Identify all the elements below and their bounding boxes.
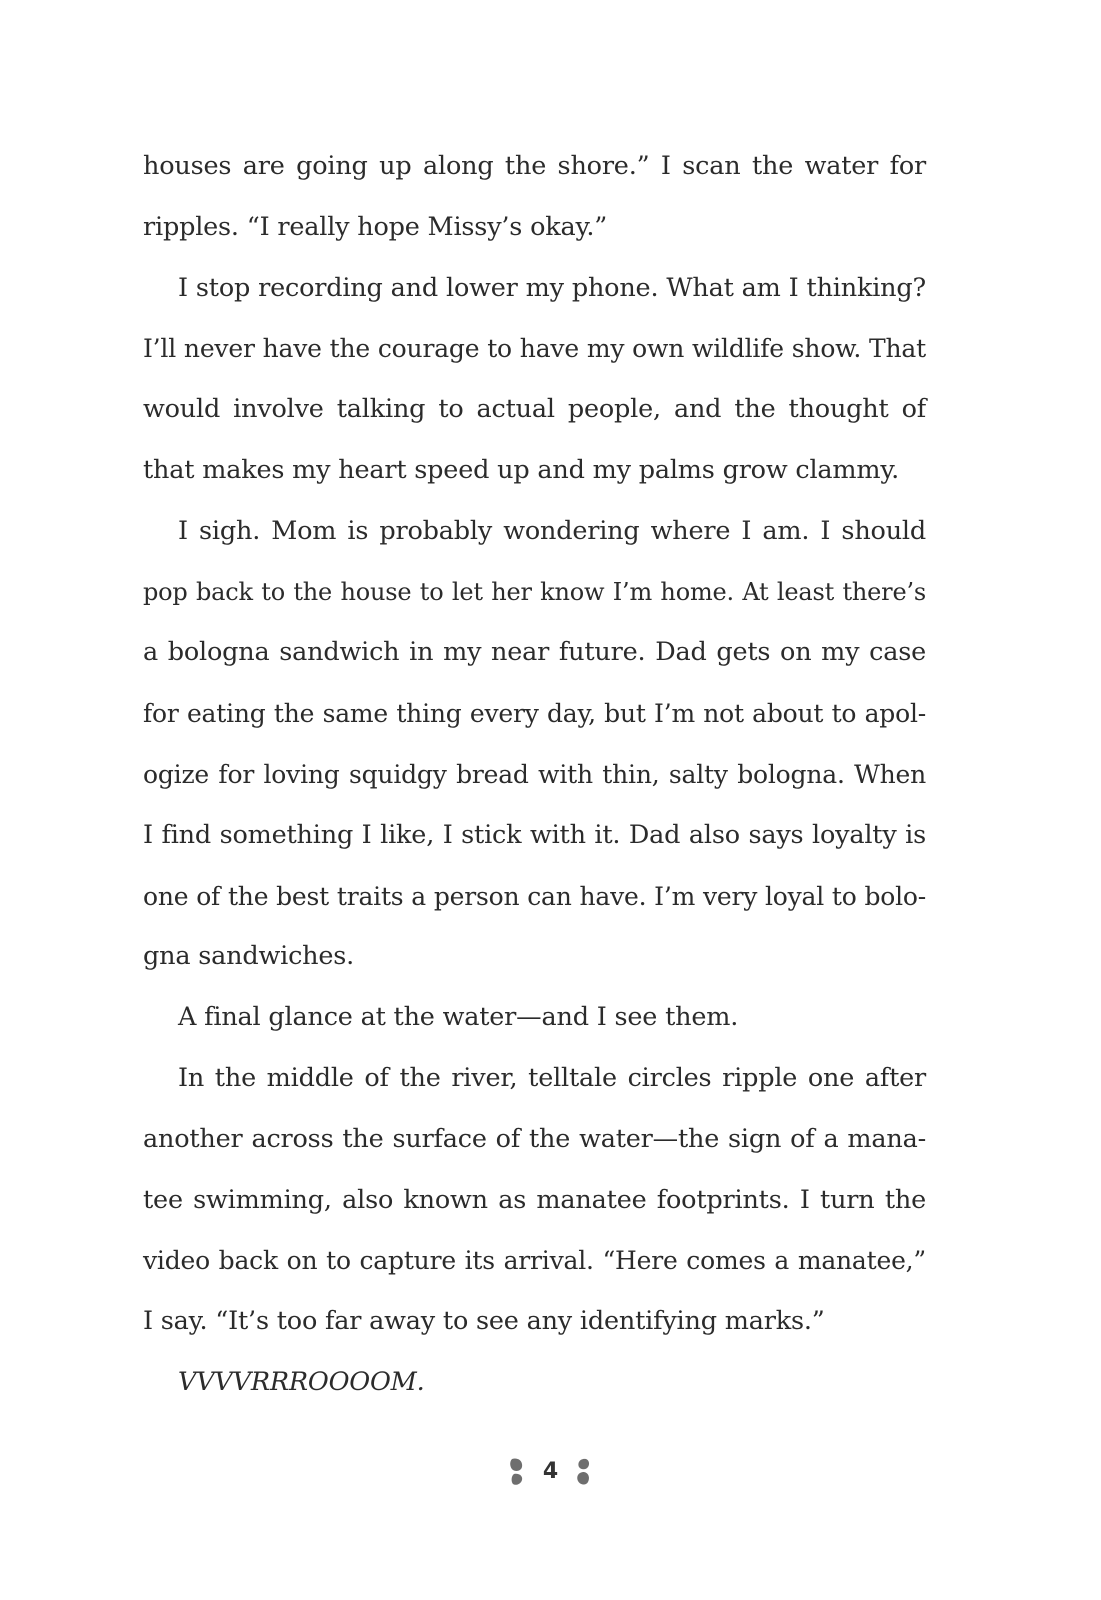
text-line: In the middle of the river, telltale circles ripple one after: [178, 1062, 926, 1093]
footprint-icon-left: [507, 1457, 529, 1487]
text-line: houses are going up along the shore.” I scan the water for: [143, 151, 926, 181]
text-line: VVVVRRROOOOM.: [178, 1366, 425, 1397]
text-line: for eating the same thing every day, but I’m not about to apol-: [143, 699, 926, 729]
page-number: 4: [542, 1459, 559, 1484]
text-line: pop back to the house to let her know I’m home. At least there’s: [143, 577, 926, 606]
text-line: gna sandwiches.: [143, 941, 355, 972]
footprint-icon-right: [572, 1457, 594, 1487]
text-line: I sigh. Mom is probably wondering where I am. I should: [178, 515, 926, 546]
page-body-text: [143, 143, 926, 1420]
text-line: I’ll never have the courage to have my own wildlife show. That: [143, 334, 926, 364]
text-line: I say. “It’s too far away to see any identifying marks.”: [143, 1306, 825, 1337]
text-line: that makes my heart speed up and my palms grow clammy.: [143, 454, 900, 485]
text-line: another across the surface of the water—the sign of a mana-: [143, 1123, 926, 1154]
text-line: ripples. “I really hope Missy’s okay.”: [143, 211, 608, 242]
text-line: ogize for loving squidgy bread with thin, salty bologna. When: [143, 759, 926, 789]
text-line: I find something I like, I stick with it. Dad also says loyalty is: [143, 819, 926, 850]
text-line: I stop recording and lower my phone. What am I thinking?: [178, 272, 926, 303]
text-line: one of the best traits a person can have. I’m very loyal to bolo-: [143, 881, 926, 911]
text-line: would involve talking to actual people, and the thought of: [143, 394, 926, 425]
text-line: A final glance at the water—and I see them.: [178, 1002, 739, 1033]
text-line: tee swimming, also known as manatee footprints. I turn the: [143, 1184, 926, 1215]
page-footer: [0, 1452, 1101, 1492]
text-line: video back on to capture its arrival. “Here comes a manatee,”: [143, 1246, 926, 1276]
text-line: a bologna sandwich in my near future. Dad gets on my case: [143, 637, 926, 668]
